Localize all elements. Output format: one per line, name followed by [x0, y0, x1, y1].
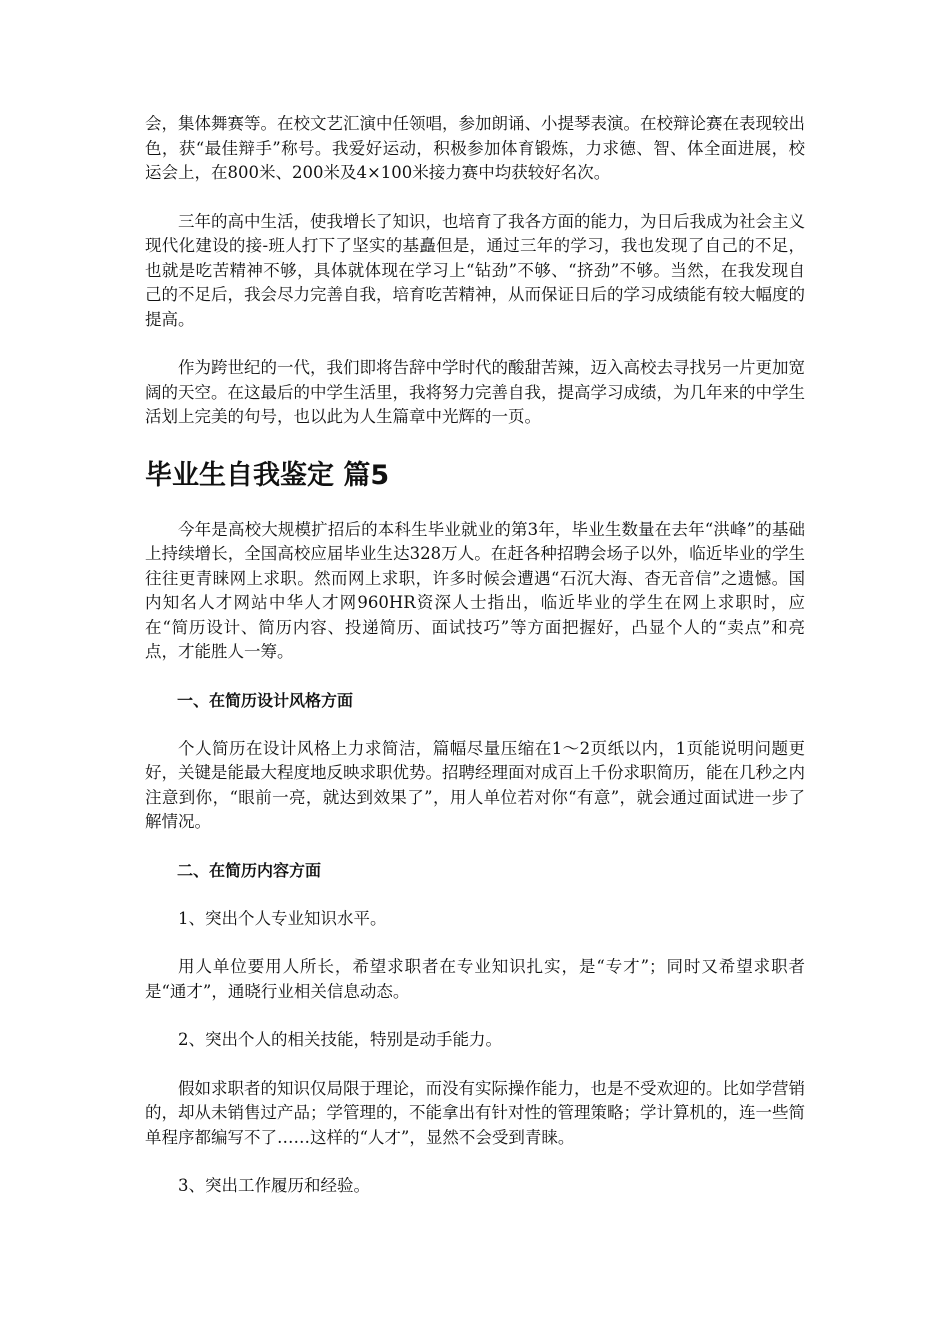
body-paragraph: 三年的高中生活，使我增长了知识，也培育了我各方面的能力，为日后我成为社会主义现代化建设的接-班人打下了坚实的基矗但是，通过三年的学习，我也发现了自己的不足，也就是吃苦精神不够，具体就体现在学习上“钻劲”不够、“挤劲”不够。当然，在我发现自己的不足后，我会尽力完善自我，培育吃苦精神，从而保证日后的学习成绩能有较大幅度的提高。	[145, 211, 805, 329]
body-paragraph: 用人单位要用人所长，希望求职者在专业知识扎实，是“专才”；同时又希望求职者是“通才”，通晓行业相关信息动态。	[145, 957, 805, 1001]
body-paragraph: 今年是高校大规模扩招后的本科生毕业就业的第3年，毕业生数量在去年“洪峰”的基础上持续增长，全国高校应届毕业生达328万人。在赶各种招聘会场子以外，临近毕业的学生往往更青睐网上求职。然而网上求职，许多时候会遭遇“石沉大海、杳无音信”之遗憾。国内知名人才网站中华人才网960HR资深人士指出，临近毕业的学生在网上求职时，应在“简历设计、简历内容、投递简历、面试技巧”等方面把握好，凸显个人的“卖点”和亮点，才能胜人一筹。	[145, 519, 805, 661]
document-page	[145, 112, 805, 1223]
sub-heading: 一、在简历设计风格方面	[177, 690, 354, 710]
list-item: 3、突出工作履历和经验。	[178, 1176, 370, 1195]
body-paragraph: 会，集体舞赛等。在校文艺汇演中任领唱，参加朗诵、小提琴表演。在校辩论赛在表现较出色，获“最佳辩手”称号。我爱好运动，积极参加体育锻炼，力求德、智、体全面进展，校运会上，在800米、200米及4×100米接力赛中均获较好名次。	[145, 114, 805, 182]
list-item: 2、突出个人的相关技能，特别是动手能力。	[178, 1030, 502, 1049]
section-title: 毕业生自我鉴定 篇5	[145, 459, 390, 491]
body-paragraph: 个人简历在设计风格上力求简洁，篇幅尽量压缩在1～2页纸以内，1页能说明问题更好，关键是能最大程度地反映求职优势。招聘经理面对成百上千份求职简历，能在几秒之内注意到你，“眼前一亮，就达到效果了”，用人单位若对你“有意”，就会通过面试进一步了解情况。	[145, 738, 805, 831]
sub-heading: 二、在简历内容方面	[177, 860, 322, 880]
body-paragraph: 作为跨世纪的一代，我们即将告辞中学时代的酸甜苦辣，迈入高校去寻找另一片更加宽阔的天空。在这最后的中学生活里，我将努力完善自我，提高学习成绩，为几年来的中学生活划上完美的句号，也以此为人生篇章中光辉的一页。	[145, 358, 805, 426]
body-paragraph: 假如求职者的知识仅局限于理论，而没有实际操作能力，也是不受欢迎的。比如学营销的，却从未销售过产品；学管理的，不能拿出有针对性的管理策略；学计算机的，连一些简单程序都编写不了……这样的“人才”，显然不会受到青睐。	[145, 1078, 805, 1147]
list-item: 1、突出个人专业知识水平。	[178, 908, 387, 928]
